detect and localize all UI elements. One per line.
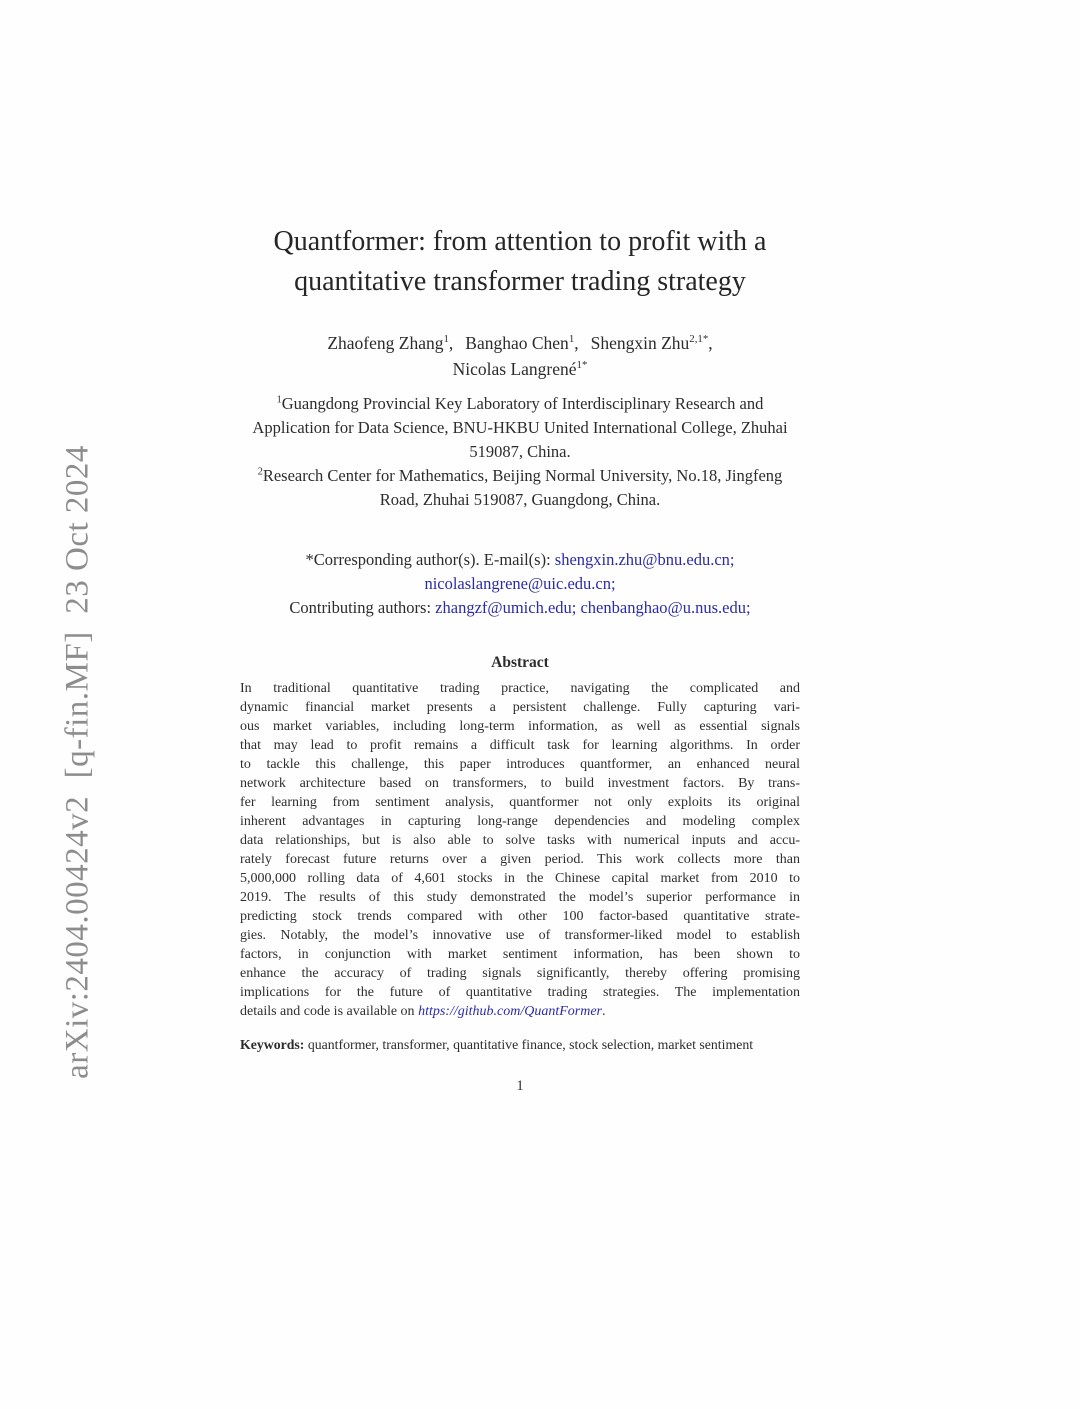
paper-title [240,222,800,302]
abstract-line: fer learning from sentiment analysis, quantformer not only exploits its original [240,795,800,810]
abstract-line: 5,000,000 rolling data of 4,601 stocks in the Chinese capital market from 2010 to [240,871,800,886]
author-line-2 [240,356,800,382]
abstract-heading: Abstract [491,654,549,671]
keywords [240,1035,800,1054]
author-name: Nicolas Langrené$^{1*}$ [452,359,588,379]
abstract-line: implications for the future of quantitative trading strategies. The implementation [240,985,800,1000]
abstract-line: enhance the accuracy of trading signals significantly, thereby offering promising [240,966,800,981]
author-name: Banghao Chen$^1$, [465,333,579,353]
email-link-nicolas[interactable]: nicolaslangrene@uic.edu.cn; [424,574,616,593]
email-link-zhangzf[interactable]: zhangzf@umich.edu; [435,598,577,617]
email-link-chenbanghao[interactable]: chenbanghao@u.nus.edu; [580,598,751,617]
affiliation-2: $^2$Research Center for Mathematics, Beijing Normal University, No.18, Jingfeng Road, Zhuhai 519087, Guangdong, China. [257,466,783,509]
abstract-line: predicting stock trends compared with other 100 factor-based quantitative strate- [240,909,800,924]
abstract-line: gies. Notably, the model’s innovative use of transformer-liked model to establish [240,928,800,943]
abstract-last-line: details and code is available on https://github.com/QuantFormer. [240,1004,606,1019]
paper-content [240,222,800,1095]
affiliations [240,392,800,512]
keywords-text: quantformer, transformer, quantitative finance, stock selection, market sentiment [304,1037,754,1052]
author-line-1 [240,330,800,356]
correspondence-block [240,548,800,620]
corresponding-line-2 [240,572,800,596]
affiliation-1: $^1$Guangdong Provincial Key Laboratory of Interdisciplinary Research and Application for Data Science, BNU-HKBU United International College, Zhuhai 519087, China. [252,394,788,461]
paper-title-line2: quantitative transformer trading strategy [294,266,746,297]
github-link[interactable]: https://github.com/QuantFormer [418,1004,602,1019]
abstract-line: factors, in conjunction with market sentiment information, has been shown to [240,947,800,962]
abstract-line: data relationships, but is also able to solve tasks with numerical inputs and accu- [240,833,800,848]
abstract-line: that may lead to profit remains a difficult task for learning algorithms. In order [240,738,800,753]
page-number: 1 [516,1078,524,1094]
abstract-body [240,679,800,1021]
author-name: Zhaofeng Zhang$^1$, [327,333,454,353]
abstract-line: 2019. The results of this study demonstrated the model’s superior performance in [240,890,800,905]
corresponding-line: *Corresponding author(s). E-mail(s): shengxin.zhu@bnu.edu.cn; [305,550,735,569]
author-name: Shengxin Zhu$^{2,1*}$, [590,333,713,353]
email-link-shengxin[interactable]: shengxin.zhu@bnu.edu.cn; [554,550,735,569]
abstract-line: inherent advantages in capturing long-range dependencies and modeling complex [240,814,800,829]
abstract-line: ous market variables, including long-term information, as well as essential signals [240,719,800,734]
contributing-line: Contributing authors: zhangzf@umich.edu; chenbanghao@u.nus.edu; [289,598,751,617]
arxiv-watermark: arXiv:2404.00424v2 [q-fin.MF] 23 Oct 2024 [59,445,96,1079]
abstract-line: to tackle this challenge, this paper introduces quantformer, an enhanced neural [240,757,800,772]
keywords-label: Keywords: [240,1037,305,1052]
abstract-line: dynamic financial market presents a persistent challenge. Fully capturing vari- [240,700,800,715]
paper-title-line1: Quantformer: from attention to profit with a [273,226,767,257]
abstract-line: network architecture based on transformers, to build investment factors. By trans- [240,776,800,791]
abstract-line: In traditional quantitative trading practice, navigating the complicated and [240,681,800,696]
abstract-line: rately forecast future returns over a given period. This work collects more than [240,852,800,867]
author-list [240,330,800,382]
